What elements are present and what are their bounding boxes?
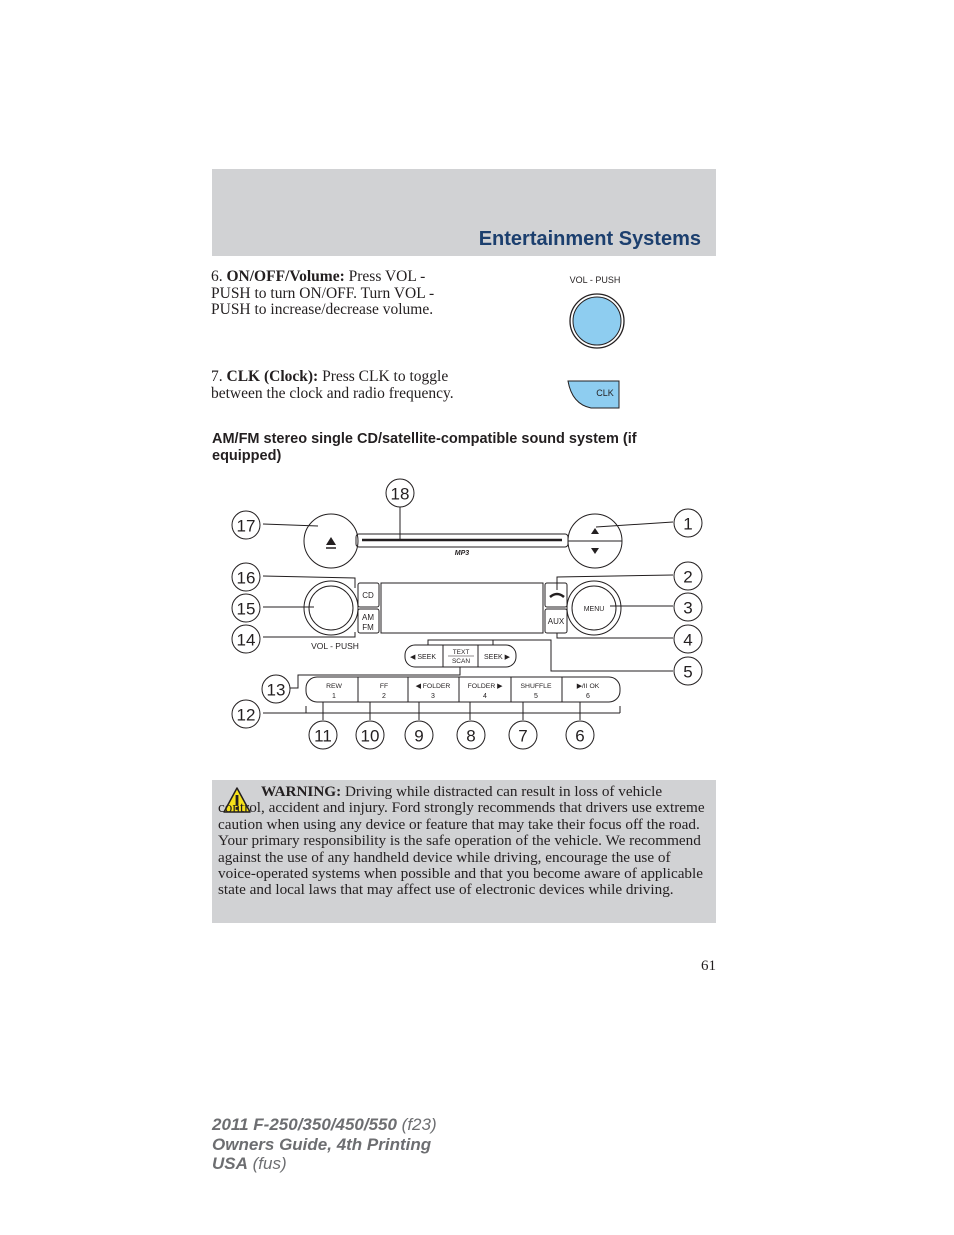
warning-text bbox=[218, 784, 710, 899]
footer-model-code: (f23) bbox=[396, 1115, 437, 1134]
footer-model: 2011 F-250/350/450/550 bbox=[212, 1115, 397, 1134]
eject-icon bbox=[326, 537, 336, 545]
warning-label: WARNING: bbox=[261, 783, 342, 800]
seek-right-label: SEEK ▶ bbox=[483, 654, 511, 661]
callout-5: 5 bbox=[683, 662, 693, 682]
text-label: TEXT bbox=[452, 649, 470, 656]
callout-11: 11 bbox=[314, 726, 332, 746]
preset-5-label: SHUFFLE bbox=[520, 683, 552, 690]
preset-5-number: 5 bbox=[534, 693, 538, 700]
preset-3-label: ◀ FOLDER bbox=[415, 683, 451, 690]
callout-16: 16 bbox=[236, 568, 256, 588]
warning-body: Driving while distracted can result in loss of vehicle control, accident and injury. Ford strongly recommends that drivers use extreme caution when using any device or feature that may take their focus off the road. Your primary responsibility is the safe operation of the vehicle. We recommend against the use of any handheld device while driving, encourage the use of voice-operated systems when possible and that you become aware of applicable state and local laws that may affect use of electronic devices while driving. bbox=[218, 783, 705, 899]
callout-8: 8 bbox=[466, 726, 476, 746]
item-text: Press VOL - PUSH to turn ON/OFF. Turn VOL - PUSH to increase/decrease volume. bbox=[211, 268, 435, 318]
document-footer bbox=[212, 1115, 437, 1174]
preset-4-label: FOLDER ▶ bbox=[467, 683, 503, 690]
preset-labels bbox=[326, 683, 600, 700]
callout-12: 12 bbox=[236, 705, 256, 725]
callout-15: 15 bbox=[236, 599, 256, 619]
item-text: Press CLK to toggle between the clock and radio frequency. bbox=[211, 368, 454, 402]
clk-figure-label: CLK bbox=[596, 388, 614, 398]
mp3-label: MP3 bbox=[454, 550, 470, 557]
preset-4-number: 4 bbox=[483, 693, 487, 700]
warning-box bbox=[212, 780, 716, 923]
scan-label: SCAN bbox=[451, 658, 471, 665]
page-number: 61 bbox=[701, 958, 716, 974]
callout-6: 6 bbox=[575, 726, 585, 746]
callout-18: 18 bbox=[390, 484, 410, 504]
item-number: 6. bbox=[211, 268, 223, 285]
callout-14: 14 bbox=[236, 630, 256, 650]
seek-up-icon bbox=[591, 528, 599, 534]
leader-2 bbox=[557, 575, 673, 590]
callout-10: 10 bbox=[360, 726, 380, 746]
callout-17: 17 bbox=[236, 516, 256, 536]
item-number: 7. bbox=[211, 368, 223, 385]
preset-3-number: 3 bbox=[431, 693, 435, 700]
preset-2-label: FF bbox=[379, 683, 389, 690]
leader-1 bbox=[596, 522, 673, 527]
leader-5 bbox=[493, 640, 673, 671]
callout-3: 3 bbox=[683, 598, 693, 618]
seek-left-label: ◀ SEEK bbox=[409, 654, 437, 661]
callout-9: 9 bbox=[414, 726, 424, 746]
preset-6-label: ▶/II OK bbox=[576, 683, 600, 690]
volume-knob-inner bbox=[309, 586, 353, 630]
footer-line-1 bbox=[212, 1115, 437, 1135]
preset-2-number: 2 bbox=[382, 693, 386, 700]
callout-numbers bbox=[232, 479, 702, 749]
callout-2: 2 bbox=[683, 567, 693, 587]
callout-4: 4 bbox=[683, 630, 693, 650]
footer-market-code: (fus) bbox=[247, 1154, 287, 1173]
preset-1-number: 1 bbox=[332, 693, 336, 700]
fm-label: FM bbox=[362, 623, 374, 632]
display-screen bbox=[381, 583, 543, 633]
callout-13: 13 bbox=[266, 680, 286, 700]
cd-label: CD bbox=[362, 591, 374, 600]
item-term: ON/OFF/Volume: bbox=[226, 268, 345, 285]
section-title: Entertainment Systems bbox=[478, 228, 701, 250]
menu-label: MENU bbox=[583, 606, 605, 613]
callout-7: 7 bbox=[518, 726, 528, 746]
am-label: AM bbox=[362, 613, 374, 622]
callout-1: 1 bbox=[683, 514, 693, 534]
footer-line-2: Owners Guide, 4th Printing bbox=[212, 1134, 432, 1154]
item-term: CLK (Clock): bbox=[226, 368, 319, 385]
leader-4 bbox=[557, 633, 673, 638]
vol-push-figure-label: VOL - PUSH bbox=[569, 275, 621, 285]
phone-icon bbox=[550, 594, 564, 597]
leader-16 bbox=[263, 576, 355, 588]
footer-market: USA bbox=[212, 1154, 248, 1173]
seek-down-icon bbox=[591, 548, 599, 554]
vol-push-label: VOL - PUSH bbox=[311, 641, 359, 651]
volume-knob bbox=[304, 581, 358, 635]
footer-line-3 bbox=[212, 1154, 437, 1174]
preset-bar bbox=[306, 677, 620, 702]
subheading: AM/FM stereo single CD/satellite-compatible sound system (if equipped) bbox=[212, 431, 637, 464]
preset-1-label: REW bbox=[326, 683, 342, 690]
preset-6-number: 6 bbox=[586, 693, 590, 700]
aux-label: AUX bbox=[547, 617, 565, 626]
leader-seek bbox=[428, 640, 493, 645]
